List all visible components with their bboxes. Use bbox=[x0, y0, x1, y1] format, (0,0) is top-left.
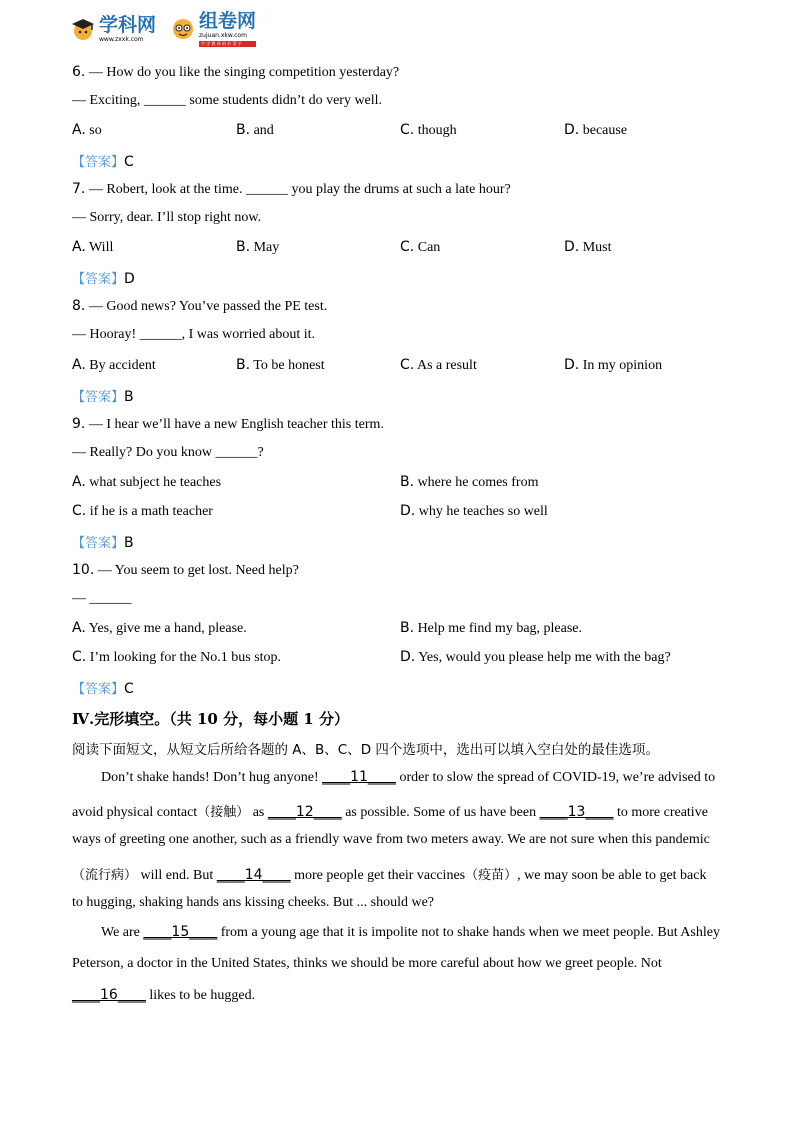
question-6-response: — Exciting, ______ some students didn’t do very well. bbox=[72, 93, 383, 108]
passage-line: Peterson, a doctor in the United States, thinks we should be more careful about how we greet people. Not bbox=[72, 956, 662, 971]
answer-label: 【答案】 bbox=[72, 390, 125, 405]
graduate-cap-icon bbox=[70, 16, 96, 42]
question-number: 9. bbox=[72, 416, 86, 432]
blank-14: ____14____ bbox=[216, 867, 291, 883]
question-text: — I hear we’ll have a new English teacher this term. bbox=[85, 417, 384, 432]
answer-7 bbox=[72, 268, 135, 288]
question-text: — Robert, look at the time. ______ you play the drums at such a late hour? bbox=[85, 182, 511, 197]
option-b: B. To be honest bbox=[236, 357, 325, 373]
option-d: D. Must bbox=[564, 239, 612, 255]
question-9-stem bbox=[72, 416, 384, 433]
question-number: 7. bbox=[72, 181, 86, 197]
answer-label: 【答案】 bbox=[72, 272, 125, 287]
option-b: B. May bbox=[236, 239, 280, 255]
option-a: A. Yes, give me a hand, please. bbox=[72, 620, 247, 636]
question-number: 6. bbox=[72, 64, 86, 80]
blank-15: ____15____ bbox=[143, 924, 218, 940]
option-c: C. if he is a math teacher bbox=[72, 503, 213, 519]
passage-line: ____16____ likes to be hugged. bbox=[72, 987, 256, 1003]
passage-line: Don’t shake hands! Don’t hug anyone! ____11____ order to slow the spread of COVID-19, we’re advised to bbox=[101, 769, 716, 785]
answer-label: 【答案】 bbox=[72, 536, 125, 551]
section-instruction: 阅读下面短文，从短文后所给各题的 A、B、C、D 四个选项中，选出可以填入空白处的最佳选项。 bbox=[72, 742, 659, 758]
question-number: 8. bbox=[72, 298, 86, 314]
option-d: D. In my opinion bbox=[564, 357, 663, 373]
option-c: C. As a result bbox=[400, 357, 477, 373]
passage-line: avoid physical contact（接触） as ____12____ as possible. Some of us have been ____13____ to more creative bbox=[72, 804, 708, 820]
student-face-icon bbox=[170, 16, 196, 42]
blank-16: ____16____ bbox=[72, 987, 146, 1003]
zxxk-logo-name: 学科网 bbox=[99, 13, 157, 36]
passage-line: （流行病） will end. But ____14____ more people get their vaccines（疫苗）, we may soon be able to get back bbox=[72, 867, 707, 883]
option-a: A. what subject he teaches bbox=[72, 474, 222, 490]
answer-9 bbox=[72, 532, 134, 552]
answer-value: C bbox=[124, 154, 134, 170]
question-6-stem bbox=[72, 64, 399, 81]
question-text: — You seem to get lost. Need help? bbox=[94, 563, 299, 578]
section-title: Ⅳ.完形填空。（共 10 分，每小题 1 分） bbox=[72, 710, 349, 728]
blank-11: ____11____ bbox=[322, 769, 396, 785]
header-logos bbox=[70, 10, 270, 48]
zujuan-logo-url: zujuan.xkw.com bbox=[199, 31, 247, 39]
passage-line: to hugging, shaking hands ans kissing cheeks. But ... should we? bbox=[72, 895, 435, 910]
question-10-response: — ______ bbox=[72, 591, 132, 606]
option-d: D. why he teaches so well bbox=[400, 503, 548, 519]
answer-value: C bbox=[124, 681, 134, 697]
answer-value: D bbox=[124, 271, 135, 287]
question-8-response: — Hooray! ______, I was worried about it. bbox=[72, 327, 316, 342]
question-9-response: — Really? Do you know ______? bbox=[72, 445, 264, 460]
zujuan-logo[interactable] bbox=[170, 9, 257, 47]
answer-10 bbox=[72, 678, 134, 698]
answer-label: 【答案】 bbox=[72, 155, 125, 170]
question-8-stem bbox=[72, 298, 327, 315]
option-c: C. Can bbox=[400, 239, 441, 255]
question-7-response: — Sorry, dear. I’ll stop right now. bbox=[72, 210, 262, 225]
question-10-stem bbox=[72, 562, 299, 579]
blank-12: ____12____ bbox=[267, 804, 342, 820]
option-d: D. Yes, would you please help me with the bag? bbox=[400, 649, 671, 665]
passage-line: We are ____15____ from a young age that it is impolite not to shake hands when we meet people. But Ashley bbox=[101, 924, 720, 940]
option-c: C. though bbox=[400, 122, 457, 138]
answer-value: B bbox=[124, 535, 134, 551]
zxxk-logo[interactable] bbox=[70, 13, 157, 43]
option-b: B. and bbox=[236, 122, 274, 138]
answer-label: 【答案】 bbox=[72, 682, 125, 697]
zujuan-logo-name: 组卷网 bbox=[199, 9, 257, 32]
option-a: A. Will bbox=[72, 239, 114, 255]
option-c: C. I’m looking for the No.1 bus stop. bbox=[72, 649, 282, 665]
answer-value: B bbox=[124, 389, 134, 405]
answer-6 bbox=[72, 151, 134, 171]
answer-8 bbox=[72, 386, 134, 406]
passage-line: ways of greeting one another, such as a friendly wave from two meters away. We are not sure when this pandemic bbox=[72, 832, 710, 847]
option-b: B. where he comes from bbox=[400, 474, 539, 490]
question-7-stem bbox=[72, 181, 511, 198]
question-number: 10. bbox=[72, 562, 95, 578]
zujuan-logo-tag: 中 学 教 师 的 好 帮 手 bbox=[199, 41, 256, 47]
zxxk-logo-url: www.zxxk.com bbox=[99, 35, 144, 43]
blank-13: ____13____ bbox=[539, 804, 614, 820]
option-b: B. Help me find my bag, please. bbox=[400, 620, 583, 636]
option-d: D. because bbox=[564, 122, 628, 138]
option-a: A. so bbox=[72, 122, 102, 138]
question-text: — How do you like the singing competition yesterday? bbox=[85, 65, 400, 80]
question-text: — Good news? You’ve passed the PE test. bbox=[85, 299, 328, 314]
option-a: A. By accident bbox=[72, 357, 156, 373]
